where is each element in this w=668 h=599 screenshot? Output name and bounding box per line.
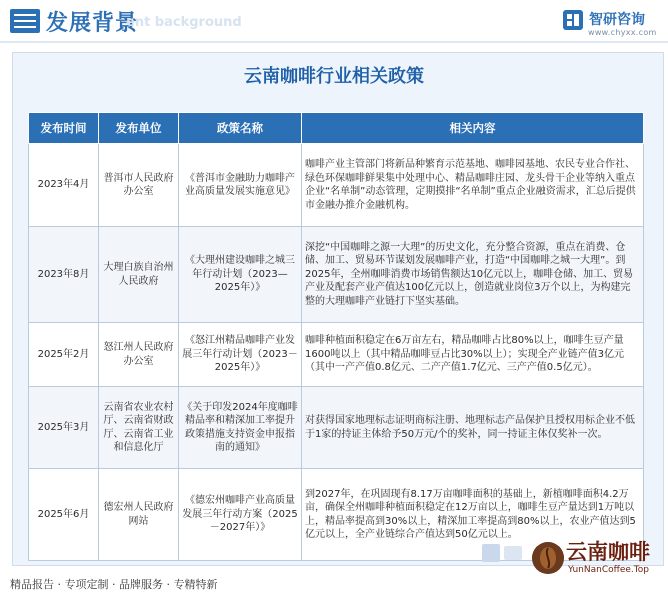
cell-policy-name: 《怒江州精品咖啡产业发展三年行动计划（2023－2025年）》 [179, 323, 302, 387]
yunnan-coffee-badge [532, 536, 668, 580]
cell-content: 对获得国家地理标志证明商标注册、地理标志产品保护且授权用标企业不低于1家的持证主体给予50万元/个的奖补，同一持证主体仅奖补一次。 [302, 387, 644, 469]
zhiyan-logo-icon [563, 10, 583, 30]
brand-name: 智研咨询 [589, 12, 645, 28]
table-row [29, 323, 644, 387]
watermark-logo-icon [482, 544, 524, 566]
cell-date: 2025年3月 [29, 387, 99, 469]
cell-unit: 德宏州人民政府网站 [99, 469, 179, 561]
table-row [29, 227, 644, 323]
table-row [29, 144, 644, 227]
cell-content: 深挖“中国咖啡之源一大理”的历史文化，充分整合资源，重点在消费、仓储、加工、贸易环节谋划发展咖啡产业，打造“中国咖啡之城一大理”。到2025年，全州咖啡消费市场销售额达10亿元以上，咖啡仓储、加工、贸易产业及配套产业产值达100亿元以上，创造就业岗位3万个以上，为构建完整的大理咖啡产业链打下坚实基础。 [302, 227, 644, 323]
table-row [29, 387, 644, 469]
column-header-unit: 发布单位 [99, 113, 179, 144]
badge-title: 云南咖啡 [566, 540, 650, 564]
cell-content: 到2027年，在巩固现有8.17万亩咖啡面积的基础上，新植咖啡面积4.2万亩，确保全州咖啡种植面积稳定在12万亩以上，咖啡生豆产量达到1万吨以上，精品率提高到30%以上，精深加工率提高到80%以上，农业产值达到5亿元以上，全产业链综合产值达到50亿元以上。 [302, 469, 644, 561]
cell-policy-name: 《关于印发2024年度咖啡精品率和精深加工率提升政策措施支持资金申报指南的通知》 [179, 387, 302, 469]
header-divider [0, 41, 668, 43]
cell-policy-name: 《普洱市金融助力咖啡产业高质量发展实施意见》 [179, 144, 302, 227]
page-title-watermark: ent background [126, 15, 242, 30]
cell-unit: 大理白族自治州人民政府 [99, 227, 179, 323]
column-header-date: 发布时间 [29, 113, 99, 144]
cell-date: 2025年2月 [29, 323, 99, 387]
cell-content: 咖啡种植面积稳定在6万亩左右，精品咖啡占比80%以上，咖啡生豆产量1600吨以上（其中精品咖啡豆占比30%以上）；实现全产业链产值3亿元（其中一产产值0.8亿元、二产产值1.7亿元、三产产值0.5亿元）。 [302, 323, 644, 387]
cell-content: 咖啡产业主管部门将新品种繁育示范基地、咖啡园基地、农民专业合作社、绿色环保咖啡鲜果集中处理中心、精品咖啡庄园、龙头骨干企业等纳入重点企业“名单制”动态管理，定期摸排“名单制”重点企业融资需求，汇总后提供市金融办推介金融机构。 [302, 144, 644, 227]
policy-table [28, 112, 644, 561]
cell-policy-name: 《大理州建设咖啡之城三年行动计划（2023—2025年）》 [179, 227, 302, 323]
brand-url: www.chyxx.com [588, 28, 657, 37]
cell-unit: 云南省农业农村厅、云南省财政厅、云南省工业和信息化厅 [99, 387, 179, 469]
badge-url: YunNanCoffee.Top [568, 565, 649, 575]
cell-policy-name: 《德宏州咖啡产业高质量发展三年行动方案（2025－2027年）》 [179, 469, 302, 561]
cell-date: 2025年6月 [29, 469, 99, 561]
cell-unit: 普洱市人民政府办公室 [99, 144, 179, 227]
panel-title: 云南咖啡行业相关政策 [244, 66, 424, 87]
cell-date: 2023年8月 [29, 227, 99, 323]
column-header-name: 政策名称 [179, 113, 302, 144]
column-header-content: 相关内容 [302, 113, 644, 144]
page-title: 发展背景 [46, 11, 139, 36]
table-header-row [29, 113, 644, 144]
coffee-bean-icon [532, 542, 564, 574]
footer-tagline: 精品报告 · 专项定制 · 品牌服务 · 专精特新 [10, 578, 218, 591]
cell-unit: 怒江州人民政府办公室 [99, 323, 179, 387]
chart-grid-icon [10, 9, 40, 33]
cell-date: 2023年4月 [29, 144, 99, 227]
page-header [0, 0, 668, 42]
